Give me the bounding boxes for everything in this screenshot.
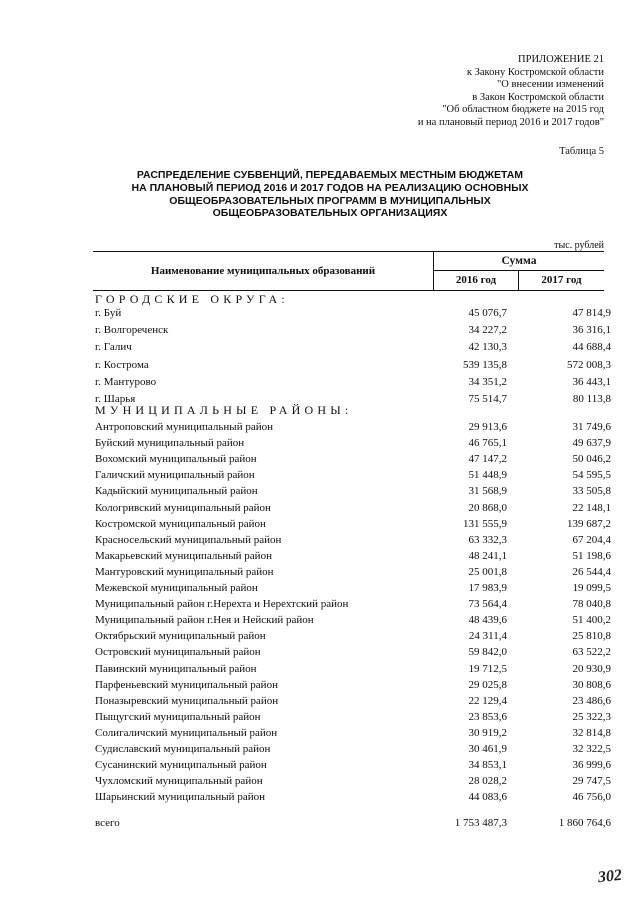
row-value-2017: 139 687,2: [567, 517, 611, 530]
table-row: [95, 565, 611, 580]
row-value-2016: 48 241,1: [468, 549, 507, 562]
total-2017: 1 860 764,6: [558, 817, 611, 829]
table-label: Таблица 5: [559, 146, 604, 157]
row-value-2017: 22 148,1: [572, 501, 611, 514]
row-value-2016: 17 983,9: [468, 582, 507, 594]
row-value-2017: 49 637,9: [572, 437, 611, 450]
row-value-2017: 25 810,8: [572, 630, 611, 643]
row-value-2017: 54 595,5: [572, 469, 611, 482]
row-value-2017: 67 204,4: [572, 533, 611, 546]
table-row: [95, 726, 611, 741]
row-value-2016: 24 311,4: [468, 630, 507, 643]
title-line: ОБЩЕОБРАЗОВАТЕЛЬНЫХ ОРГАНИЗАЦИЯХ: [212, 207, 448, 220]
row-value-2017: 25 322,3: [572, 710, 611, 723]
title-line: НА ПЛАНОВЫЙ ПЕРИОД 2016 И 2017 ГОДОВ НА РЕАЛИЗАЦИЮ ОСНОВНЫХ: [131, 181, 529, 194]
row-value-2017: 572 008,3: [567, 358, 611, 371]
appendix-line: в Закон Костромской области: [472, 91, 604, 103]
table-row: [95, 710, 611, 725]
table-row: [95, 436, 611, 451]
row-name: Островский муниципальный район: [95, 646, 261, 659]
row-value-2016: 19 712,5: [468, 662, 507, 675]
row-name: г. Волгореченск: [95, 324, 169, 337]
table-row: [95, 358, 611, 373]
row-name: Судиславский муниципальный район: [95, 743, 271, 755]
table-row: [95, 306, 611, 321]
row-value-2016: 75 514,7: [468, 393, 507, 405]
row-value-2017: 51 198,6: [572, 549, 611, 562]
row-value-2016: 48 439,6: [468, 614, 507, 627]
row-value-2016: 20 868,0: [468, 501, 507, 514]
appendix-line: "О внесении изменений: [497, 79, 604, 91]
title-line: РАСПРЕДЕЛЕНИЕ СУБВЕНЦИЙ, ПЕРЕДАВАЕМЫХ МЕСТНЫМ БЮДЖЕТАМ: [136, 169, 524, 181]
row-value-2017: 26 544,4: [572, 565, 611, 578]
table-row: [95, 517, 611, 532]
row-name: г. Шарья: [95, 393, 136, 405]
row-value-2016: 131 555,9: [463, 517, 507, 530]
row-name: Чухломский муниципальный район: [95, 775, 263, 788]
row-name: Мантуровский муниципальный район: [95, 565, 274, 578]
table-row: [95, 323, 611, 338]
header-year-2017: 2017 год: [541, 274, 582, 286]
row-value-2016: 23 853,6: [468, 710, 507, 723]
row-name: Муниципальный район г.Нерехта и Нерехтский район: [95, 598, 349, 611]
row-value-2017: 46 756,0: [572, 791, 611, 804]
table-row: [95, 597, 611, 612]
row-value-2016: 30 919,2: [468, 726, 507, 739]
row-value-2016: 45 076,7: [468, 307, 507, 319]
row-value-2016: 539 135,8: [463, 358, 507, 371]
document-title: [100, 169, 560, 220]
row-value-2016: 47 147,2: [468, 453, 507, 466]
row-value-2017: 50 046,2: [572, 453, 611, 466]
header-sum: Сумма: [434, 252, 604, 271]
row-name: г. Галич: [95, 341, 132, 354]
row-value-2016: 28 028,2: [468, 775, 507, 788]
row-value-2017: 36 999,6: [572, 759, 611, 772]
table-row: [95, 694, 611, 709]
appendix-line: "Об областном бюджете на 2015 год: [442, 104, 604, 116]
row-value-2017: 78 040,8: [572, 598, 611, 611]
row-value-2017: 20 930,9: [572, 662, 611, 675]
row-name: Кологривский муниципальный район: [95, 501, 271, 514]
table-row: [95, 484, 611, 499]
row-value-2016: 51 448,9: [468, 469, 507, 482]
table-row: [95, 629, 611, 644]
row-value-2017: 36 443,1: [572, 375, 611, 388]
row-name: Октябрьский муниципальный район: [95, 630, 266, 643]
row-value-2017: 32 322,5: [572, 743, 611, 755]
row-value-2016: 29 025,8: [468, 678, 507, 691]
table-row: [95, 375, 611, 390]
row-name: Поназыревский муниципальный район: [95, 694, 279, 707]
table-row: [95, 742, 611, 757]
row-value-2016: 30 461,9: [468, 743, 507, 755]
row-name: Парфеньевский муниципальный район: [95, 678, 278, 691]
row-value-2017: 47 814,9: [572, 307, 611, 319]
row-value-2017: 19 099,5: [572, 582, 611, 594]
row-name: Кадыйский муниципальный район: [95, 485, 258, 498]
row-name: Вохомский муниципальный район: [95, 453, 257, 466]
table-row: [95, 420, 611, 435]
row-value-2017: 32 814,8: [572, 726, 611, 739]
row-name: Пыщугский муниципальный район: [95, 710, 261, 723]
row-value-2016: 63 332,3: [468, 533, 507, 546]
table-row: [95, 468, 611, 483]
page-number: 302: [597, 866, 623, 887]
table-row: [95, 790, 611, 805]
table-row: [95, 581, 611, 596]
units-label: тыс. рублей: [554, 240, 604, 251]
row-value-2017: 29 747,5: [572, 775, 611, 788]
row-value-2017: 31 749,6: [572, 421, 611, 433]
row-name: г. Мантурово: [95, 375, 157, 388]
table-row: [95, 678, 611, 693]
row-name: Сусанинский муниципальный район: [95, 759, 267, 772]
table-row: [95, 613, 611, 628]
row-value-2016: 34 853,1: [468, 759, 507, 772]
row-value-2016: 31 568,9: [468, 485, 507, 498]
table-row: [95, 501, 611, 516]
row-value-2017: 30 808,6: [572, 678, 611, 691]
row-value-2017: 36 316,1: [572, 324, 611, 337]
row-name: Макарьевский муниципальный район: [95, 549, 272, 562]
header-year-2016: 2016 год: [434, 271, 519, 290]
row-value-2016: 42 130,3: [468, 341, 507, 354]
row-name: Антроповский муниципальный район: [95, 421, 273, 433]
table-row: [95, 645, 611, 660]
total-row: [95, 816, 611, 831]
appendix-line: и на плановый период 2016 и 2017 годов": [417, 116, 604, 128]
row-name: Муниципальный район г.Нея и Нейский район: [95, 614, 314, 627]
row-name: Буйский муниципальный район: [95, 437, 245, 450]
total-2016: 1 753 487,3: [454, 817, 507, 829]
row-name: Костромской муниципальный район: [95, 517, 266, 530]
section-districts: МУНИЦИПАЛЬНЫЕ РАЙОНЫ:: [95, 403, 353, 417]
appendix-reference: [418, 54, 604, 130]
table-row: [95, 662, 611, 677]
appendix-line: к Закону Костромской области: [466, 66, 604, 78]
row-name: г. Буй: [95, 307, 122, 319]
row-value-2016: 29 913,6: [468, 421, 507, 433]
row-name: Шарьинский муниципальный район: [95, 791, 265, 804]
row-value-2017: 23 486,6: [572, 694, 611, 707]
row-value-2017: 63 522,2: [572, 646, 611, 659]
row-value-2017: 51 400,2: [572, 614, 611, 627]
row-value-2016: 46 765,1: [468, 437, 507, 450]
row-value-2017: 44 688,4: [572, 341, 611, 354]
table-row: [95, 340, 611, 355]
row-value-2016: 34 351,2: [468, 375, 507, 388]
section-cities: ГОРОДСКИЕ ОКРУГА:: [95, 292, 289, 306]
table-header: [93, 251, 604, 291]
row-name: Павинский муниципальный район: [95, 662, 257, 675]
appendix-line: ПРИЛОЖЕНИЕ 21: [518, 54, 604, 65]
row-value-2016: 34 227,2: [468, 324, 507, 337]
row-name: Галичский муниципальный район: [95, 469, 255, 482]
row-value-2016: 44 083,6: [468, 791, 507, 804]
row-value-2016: 59 842,0: [468, 646, 507, 659]
row-value-2016: 22 129,4: [468, 694, 507, 707]
title-line: ОБЩЕОБРАЗОВАТЕЛЬНЫХ ПРОГРАММ В МУНИЦИПАЛЬНЫХ: [169, 194, 491, 207]
row-name: г. Кострома: [95, 358, 149, 371]
row-value-2017: 33 505,8: [572, 485, 611, 498]
row-value-2016: 73 564,4: [468, 598, 507, 611]
row-name: Межевской муниципальный район: [95, 582, 258, 594]
table-row: [95, 774, 611, 789]
row-value-2017: 80 113,8: [572, 393, 611, 405]
row-name: Красносельский муниципальный район: [95, 533, 282, 546]
row-name: Солигаличский муниципальный район: [95, 726, 278, 739]
header-name: Наименование муниципальных образований: [93, 252, 434, 290]
table-row: [95, 549, 611, 564]
row-value-2016: 25 001,8: [468, 565, 507, 578]
total-label: всего: [95, 817, 120, 829]
table-row: [95, 533, 611, 548]
table-row: [95, 758, 611, 773]
table-row: [95, 452, 611, 467]
